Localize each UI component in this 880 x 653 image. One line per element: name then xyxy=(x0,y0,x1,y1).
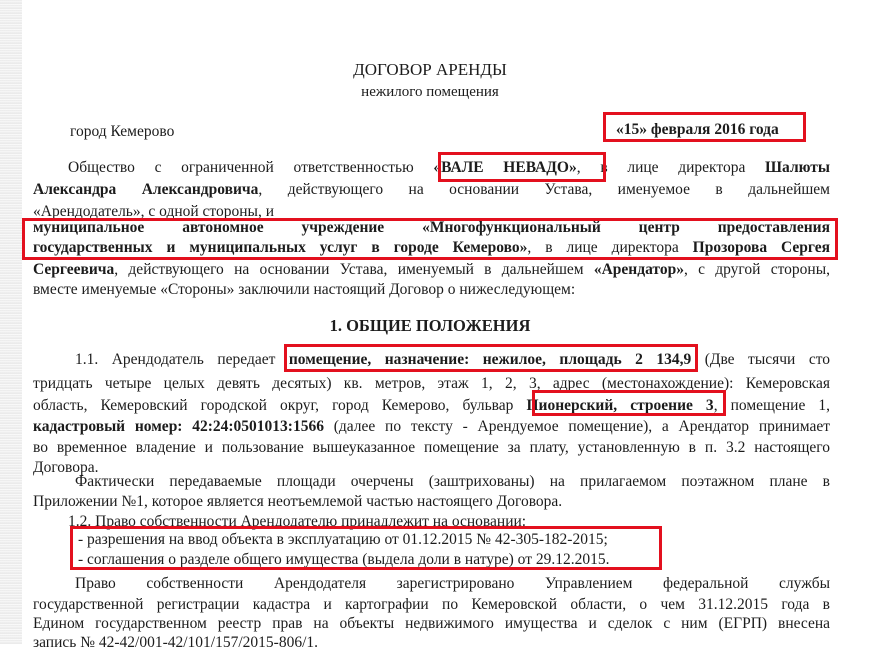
clause11-line4 xyxy=(33,417,830,437)
text: тридцать четыре целых девять десятых) кв. метров, этаж 1, 2, 3, адрес (местонахождение): xyxy=(33,375,734,392)
clause12-item1: - разрешения на ввод объекта в эксплуатацию от 01.12.2015 № 42-305-182-2015; xyxy=(78,531,608,548)
tenant-label: «Арендатор» xyxy=(593,261,684,278)
section-heading-1: 1. ОБЩИЕ ПОЛОЖЕНИЯ xyxy=(329,316,531,335)
reg-line2: государственной регистрации кадастра и картографии по Кемеровской области, о чем 31.12.2015 года в xyxy=(33,596,830,613)
clause12-item2: - соглашения о разделе общего имущества (выдела доли в натуре) от 29.12.2015. xyxy=(78,551,610,568)
landlord-name: «ВАЛЕ НЕВАДО» xyxy=(433,159,577,176)
text: , в лице директора xyxy=(527,239,679,256)
text: , действующего на основании Устава, именуемый в дальнейшем xyxy=(114,261,584,278)
para1-line3: «Арендодатель», с одной стороны, и xyxy=(33,203,274,220)
document-subtitle: нежилого помещения xyxy=(361,84,499,100)
reg-line4: запись № 42-42/001-42/101/157/2015-806/1. xyxy=(33,634,319,651)
tenant-director: Прозорова Сергея xyxy=(692,239,831,256)
director-name: Александра Александровича xyxy=(33,181,259,198)
director-surname: Шалюты xyxy=(765,159,830,176)
para1-line2 xyxy=(33,180,830,200)
tenant-director-patronymic: Сергеевича xyxy=(33,261,115,278)
para2-line3 xyxy=(33,260,830,280)
text: Кемеровская xyxy=(733,375,830,392)
reg-line3: Едином государственном реестр прав на объекты недвижимого имущества и сделок с ним (ЕГРП) внесена xyxy=(33,615,830,632)
tenant-org-part1: муниципальное автономное учреждение «Многофункциональный центр предоставления xyxy=(33,219,830,236)
para2-line4: вместе именуемые «Стороны» заключили настоящий Договор о нижеследующем: xyxy=(33,281,576,298)
highlight-premises-area xyxy=(284,344,698,372)
text: , с другой стороны, xyxy=(683,261,830,278)
fact-line1: Фактически передаваемые площади очерчены (заштрихованы) на прилагаемом поэтажном плане в xyxy=(75,473,830,490)
premises-area: помещение, назначение: нежилое, площадь 2 134,9 xyxy=(288,351,692,368)
contract-date: «15» февраля 2016 года xyxy=(616,121,779,138)
document-title: ДОГОВОР АРЕНДЫ xyxy=(353,60,507,79)
text: , действующего на основании Устава, именуемое в дальнейшем xyxy=(258,181,830,198)
cadastral-number: кадастровый номер: 42:24:0501013:1566 xyxy=(33,418,324,435)
clause12-line1: 1.2. Право собственности Арендодателю принадлежит на основании: xyxy=(68,513,527,530)
premises-address: Пионерский, строение 3 xyxy=(526,397,714,414)
highlight-tenant-org xyxy=(22,218,838,260)
text: 1.1. Арендодатель передает xyxy=(75,351,276,368)
text: Общество с ограниченной ответственностью xyxy=(68,159,414,176)
text: (далее по тексту - Арендуемое помещение), а Арендатор принимает xyxy=(323,418,830,435)
highlight-address xyxy=(532,390,726,416)
reg-line1: Право собственности Арендодателя зарегистрировано Управлением федеральной службы xyxy=(75,575,830,592)
clause11-line6: Договора. xyxy=(33,459,99,476)
text: , в лице директора xyxy=(576,159,746,176)
highlight-date xyxy=(603,112,806,142)
text: , помещение 1, xyxy=(713,397,831,414)
highlight-ownership-basis xyxy=(70,526,662,570)
fact-line2: Приложении №1, которое является неотъемлемой частью настоящего Договора. xyxy=(33,493,563,510)
city: город Кемерово xyxy=(70,123,175,140)
tenant-org-part2: государственных и муниципальных услуг в городе Кемерово» xyxy=(33,239,528,256)
text: область, Кемеровский городской округ, город Кемерово, бульвар xyxy=(33,397,514,414)
text: (Две тысячи сто xyxy=(691,351,831,368)
highlight-landlord-name xyxy=(438,152,606,182)
clause11-line5: во временное владение и пользование вышеуказанное помещение за плату, установленную в п. 3.2 настоящего xyxy=(33,439,830,456)
